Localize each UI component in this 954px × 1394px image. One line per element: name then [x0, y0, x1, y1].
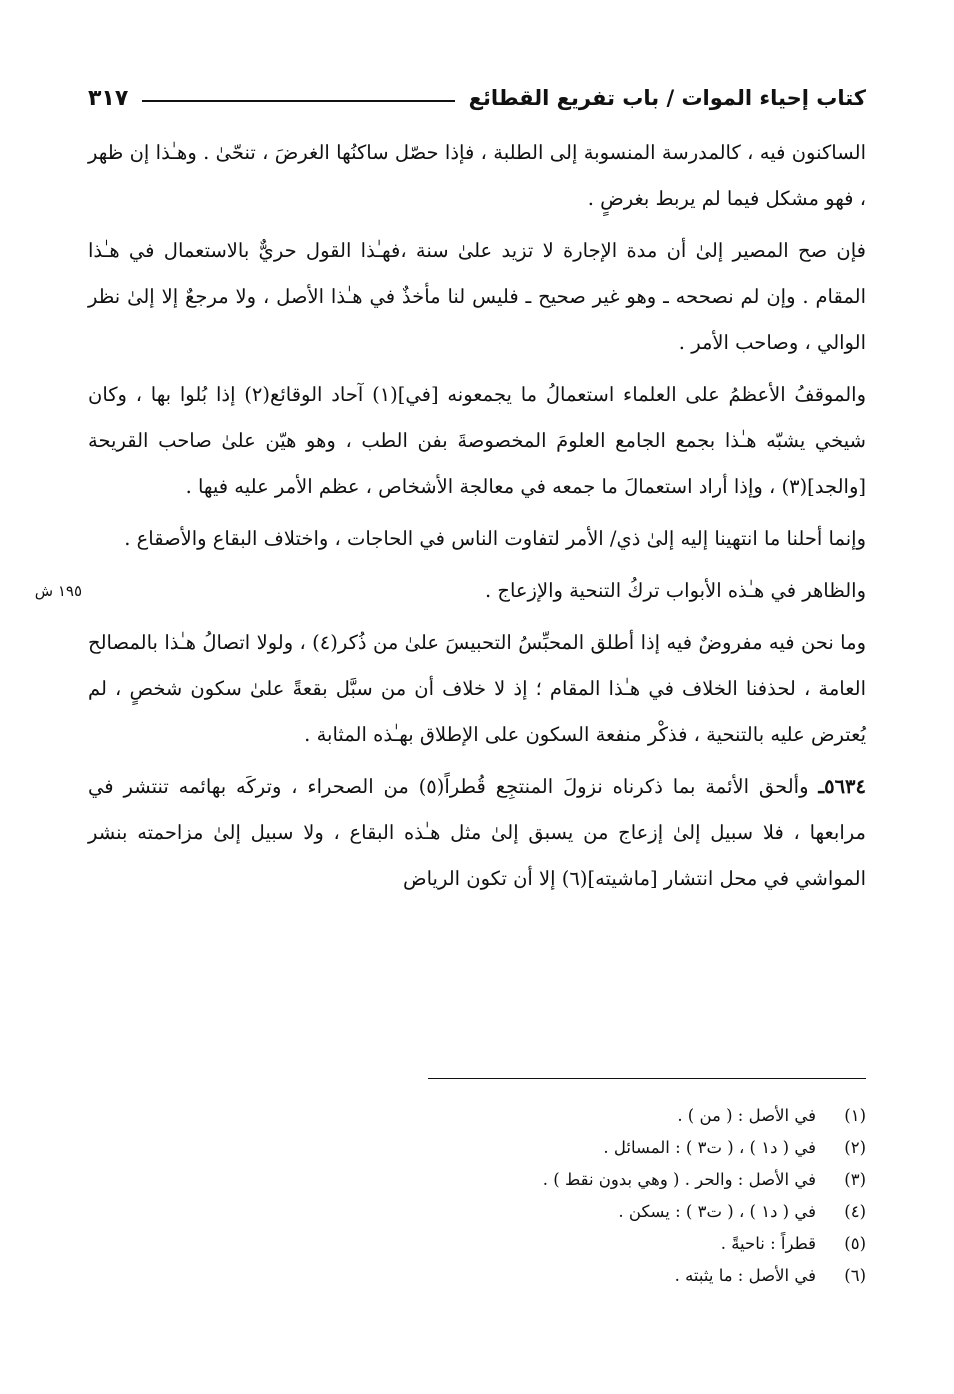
footnote-text: قطراً : ناحيةً . — [720, 1234, 816, 1253]
footnote-text: في ( د١ ) ، ( ت٣ ) : يسكن . — [618, 1202, 816, 1221]
footnote-text: في الأصل : والحر . ( وهي بدون نقط ) . — [542, 1170, 816, 1189]
footnote-text: في الأصل : ( من ) . — [677, 1106, 816, 1125]
margin-folio-note: ١٩٥ ش — [34, 582, 82, 600]
paragraph — [88, 620, 866, 758]
footnote-number: (٣) — [844, 1170, 866, 1189]
footnote-text: في الأصل : ما يثبته . — [674, 1266, 816, 1285]
footnote-number: (٥) — [844, 1234, 866, 1253]
paragraph-text: وإنما أحلنا ما انتهينا إليه إلىٰ ذي/ الأمر لتفاوت الناس في الحاجات ، واختلاف البقاع والأصقاع . — [124, 527, 866, 550]
page-number: ٣١٧ — [88, 85, 129, 111]
footnote-text: في ( د١ ) ، ( ت٣ ) : المسائل . — [603, 1138, 816, 1157]
paragraph — [88, 372, 866, 510]
paragraph-text: والموقفُ الأعظمُ على العلماء استعمالُ ما يجمعونه [في](١) آحاد الوقائع(٢) إذا بُلوا بها ، وكان شيخي يشبّه هـٰذا بجمع الجامع العلومَ المخصوصةَ بفن الطب ، وهو هيّن علىٰ صاحب القريحة [والجد](٣) ، وإذا أراد استعمالَ ما جمعه في معالجة الأشخاص ، عظم الأمر عليه فيها . — [88, 383, 867, 498]
footnote-number: (١) — [844, 1106, 866, 1125]
footnote-number: (٢) — [844, 1138, 866, 1157]
paragraph-number: ٥٦٣٤ـ — [818, 775, 867, 798]
footnote-number: (٤) — [844, 1202, 866, 1221]
footnote — [360, 1196, 866, 1228]
paragraph-text: وألحق الأئمة بما ذكرناه نزولَ المنتجِع قُطراً(٥) من الصحراء ، وتركَه بهائمه تنتشر في مرابعها ، فلا سبيل إلىٰ إزعاج من يسبق إلىٰ مثل هـٰذه البقاع ، ولا سبيل إلىٰ مزاحمته بنشر المواشي في محل انتشار [ماشيته](٦) إلا أن تكون الرياض — [88, 775, 866, 890]
header-title: كتاب إحياء الموات / باب تفريع القطائع — [468, 86, 866, 110]
footnote — [360, 1228, 866, 1260]
header-rule — [142, 100, 454, 102]
running-header — [88, 78, 866, 118]
footnotes — [360, 1100, 866, 1292]
footnote — [360, 1164, 866, 1196]
footnote — [360, 1260, 866, 1292]
footnote-separator — [428, 1078, 866, 1079]
paragraph-text: والظاهر في هـٰذه الأبواب تركُ التنحية والإزعاج . — [484, 579, 866, 602]
paragraph-text: الساكنون فيه ، كالمدرسة المنسوبة إلى الطلبة ، فإذا حصّل ساكنُها الغرضَ ، تنحّىٰ . وهـٰذا إن ظهر ، فهو مشكل فيما لم يربط بغرضٍ . — [88, 141, 866, 210]
paragraph — [88, 568, 866, 614]
paragraph — [88, 228, 866, 366]
footnote-number: (٦) — [844, 1266, 866, 1285]
paragraph — [88, 764, 866, 902]
paragraph — [88, 516, 866, 562]
footnote — [360, 1100, 866, 1132]
main-text — [88, 130, 866, 908]
footnote — [360, 1132, 866, 1164]
paragraph — [88, 130, 866, 222]
paragraph-text: وما نحن فيه مفروضٌ فيه إذا أطلق المحبِّسُ التحبيسَ علىٰ من ذُكر(٤) ، ولولا اتصالُ هـٰذا بالمصالح العامة ، لحذفنا الخلاف في هـٰذا المقام ؛ إذ لا خلاف أن من سبَّل بقعةً علىٰ سكون شخصٍ ، لم يُعترض عليه بالتنحية ، فذكْر منفعة السكون على الإطلاق بهـٰذه المثابة . — [88, 631, 866, 746]
paragraph-text: فإن صح المصير إلىٰ أن مدة الإجارة لا تزيد علىٰ سنة ،فهـٰذا القول حريٌّ بالاستعمال في هـٰذا المقام . وإن لم نصححه ـ وهو غير صحيح ـ فليس لنا مأخذٌ في هـٰذا الأصل ، ولا مرجعٌ إلا إلىٰ نظر الوالي ، وصاحب الأمر . — [88, 239, 866, 354]
